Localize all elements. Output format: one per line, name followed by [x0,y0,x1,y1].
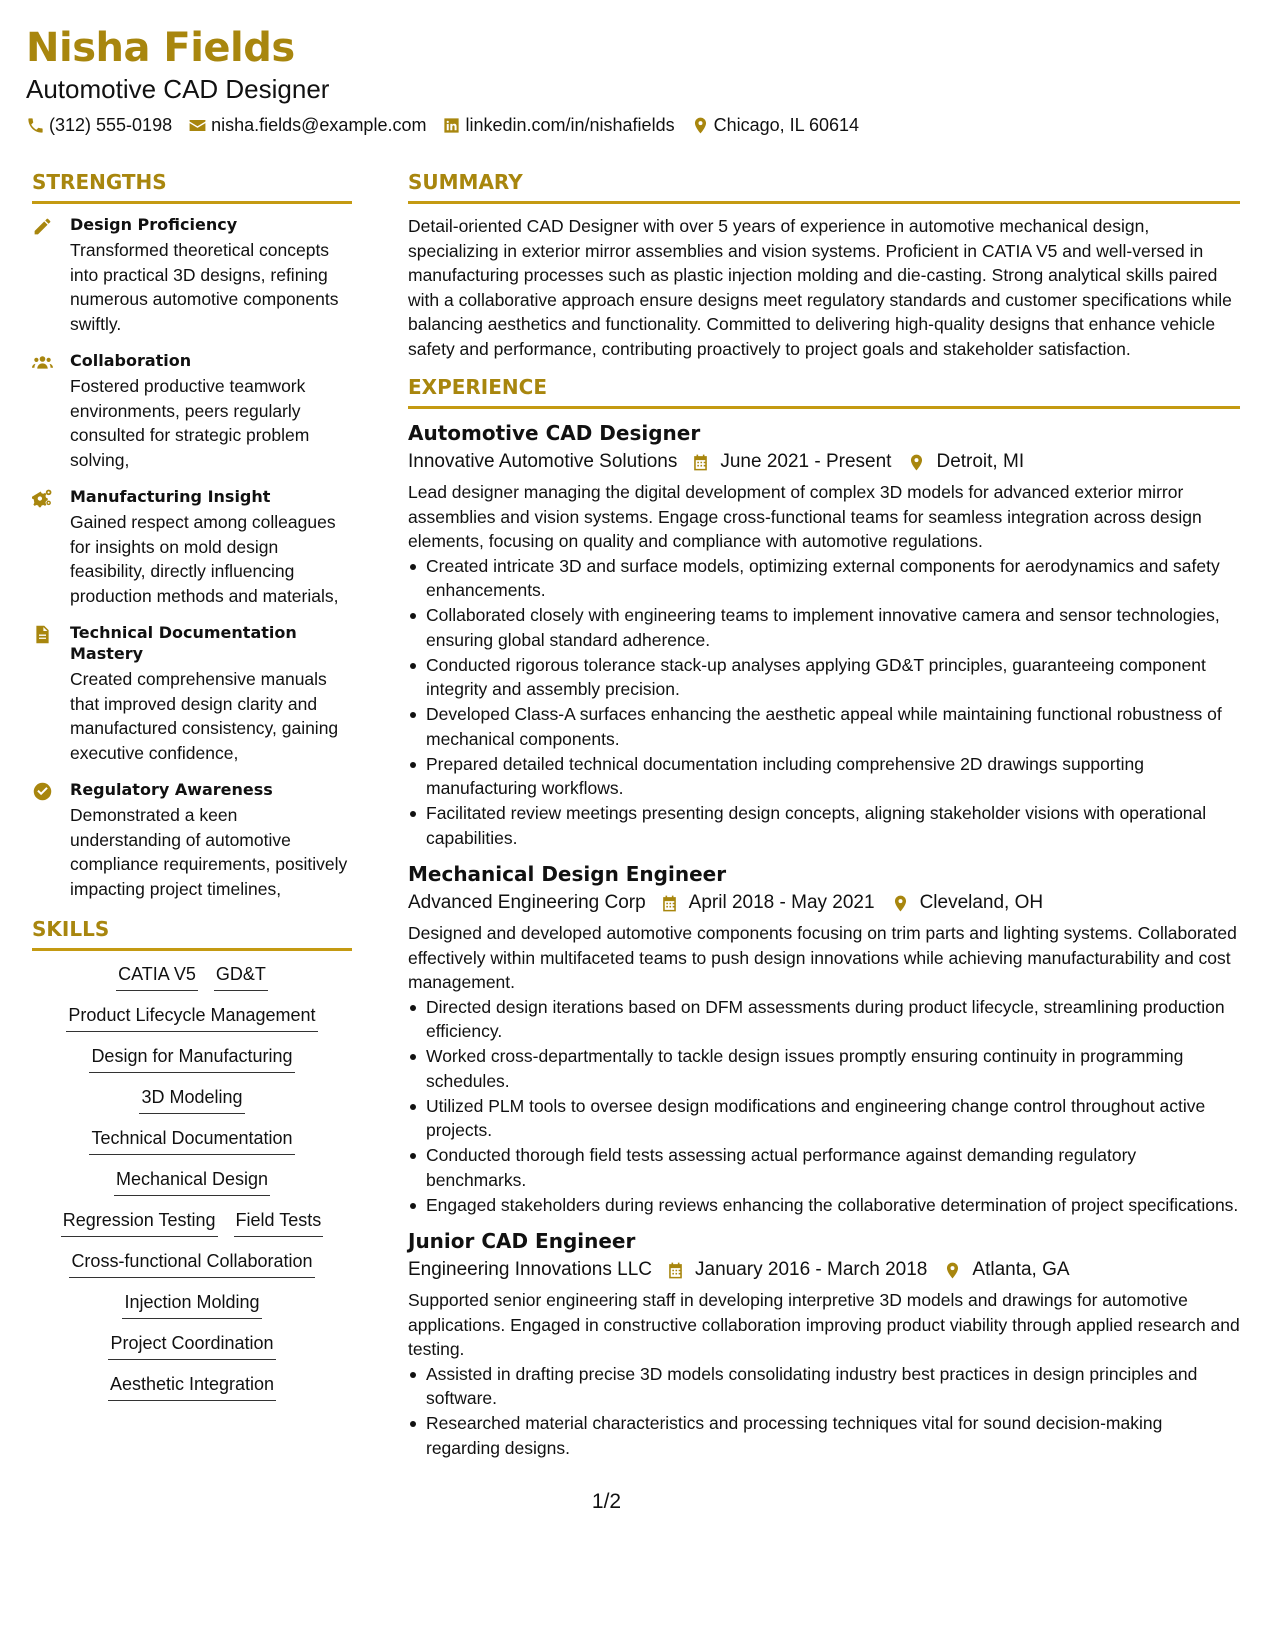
bullet-item: Facilitated review meetings presenting design concepts, aligning stakeholder visions with operational capabilities. [408,801,1240,850]
bullet-item: Utilized PLM tools to oversee design modifications and engineering change control throughout active projects. [408,1094,1240,1143]
job-bullets [408,995,1240,1218]
skill-tag: Design for Manufacturing [89,1043,294,1073]
strength-desc: Fostered productive teamwork environments, peers regularly consulted for strategic problem solving, [70,376,310,470]
skill-tag: Regression Testing [61,1207,218,1237]
strength-title: Regulatory Awareness [70,780,273,799]
contact-email[interactable] [188,115,426,136]
pencil-icon [32,216,53,237]
summary-heading: SUMMARY [408,168,1240,204]
bullet-item: Researched material characteristics and processing techniques vital for sound decision-making regarding designs. [408,1411,1240,1460]
bullet-item: Created intricate 3D and surface models, optimizing external components for aerodynamics and safety enhancements. [408,554,1240,603]
job-meta [408,1255,1240,1285]
job-company: Innovative Automotive Solutions [408,451,678,472]
strengths-heading: STRENGTHS [32,168,352,204]
map-pin-icon [943,1261,962,1280]
skill-tag: Mechanical Design [114,1166,270,1196]
resume-header [26,22,1246,138]
job-entry [408,1227,1240,1460]
job-bullets [408,554,1240,851]
contact-location [691,115,859,136]
calendar-icon [666,1261,685,1280]
strength-item [32,622,352,765]
skill-tag: Project Coordination [108,1330,275,1360]
bullet-item: Engaged stakeholders during reviews enhancing the collaborative determination of project specifications. [408,1193,1240,1218]
experience-heading: EXPERIENCE [408,373,1240,409]
check-circle-icon [32,781,53,802]
bullet-item: Developed Class-A surfaces enhancing the aesthetic appeal while maintaining functional robustness of mechanical components. [408,702,1240,751]
strength-desc: Demonstrated a keen understanding of automotive compliance requirements, positively impacting project timelines, [70,805,348,899]
job-location: Atlanta, GA [972,1259,1070,1280]
job-description: Designed and developed automotive components focusing on trim parts and lighting systems. Collaborated effectively within multifaceted teams to push design innovations while achieving manufacturability and cost management. [408,923,1237,992]
bullet-item: Worked cross-departmentally to tackle design issues promptly ensuring continuity in programming schedules. [408,1044,1240,1093]
strength-desc: Transformed theoretical concepts into practical 3D designs, refining numerous automotive components swiftly. [70,240,339,334]
strength-title: Manufacturing Insight [70,487,271,506]
skills-heading: SKILLS [32,915,352,951]
contact-linkedin[interactable] [442,115,674,136]
bullet-item: Conducted thorough field tests assessing actual performance against demanding regulatory benchmarks. [408,1143,1240,1192]
email-text[interactable]: nisha.fields@example.com [211,114,427,135]
skill-tag: CATIA V5 [116,961,198,991]
job-dates: January 2016 - March 2018 [695,1259,928,1280]
calendar-icon [691,453,710,472]
job-location: Detroit, MI [936,451,1025,472]
strength-title: Technical Documentation Mastery [70,623,297,663]
skill-tag: Cross-functional Collaboration [69,1248,314,1278]
gears-icon [32,488,53,509]
strength-title: Collaboration [70,351,192,370]
skill-tag: GD&T [214,961,268,991]
map-pin-icon [891,894,910,913]
skill-tag: 3D Modeling [139,1084,244,1114]
job-dates: April 2018 - May 2021 [688,892,875,913]
candidate-name: Nisha Fields [26,25,295,71]
strength-item [32,350,352,472]
skill-tag: Injection Molding [122,1289,261,1319]
job-dates: June 2021 - Present [720,451,892,472]
job-location: Cleveland, OH [919,892,1044,913]
strength-title: Design Proficiency [70,215,238,234]
right-column [408,168,1240,1470]
skills-list [32,961,352,1412]
job-company: Engineering Innovations LLC [408,1259,653,1280]
contact-bar [26,112,1246,138]
linkedin-icon [442,116,461,135]
phone-icon [26,116,45,135]
strength-desc: Gained respect among colleagues for insights on mold design feasibility, directly influencing production methods and materials, [70,512,339,606]
bullet-item: Collaborated closely with engineering teams to implement innovative camera and sensor technologies, ensuring global standard adherence. [408,603,1240,652]
job-bullets [408,1362,1240,1461]
contact-phone [26,115,172,136]
skill-tag: Aesthetic Integration [108,1371,276,1401]
job-entry [408,860,1240,1217]
job-description: Lead designer managing the digital development of complex 3D models for advanced exterior mirror assemblies and vision systems. Engage cross-functional teams for seamless integration across design elements, focusing on quality and compliance with automotive regulations. [408,482,1202,551]
map-pin-icon [691,116,710,135]
envelope-icon [188,116,207,135]
skill-tag: Product Lifecycle Management [66,1002,317,1032]
phone-text: (312) 555-0198 [49,114,173,135]
calendar-icon [660,894,679,913]
job-title: Automotive CAD Designer [408,421,701,445]
bullet-item: Assisted in drafting precise 3D models consolidating industry best practices in design principles and software. [408,1362,1240,1411]
skill-tag: Technical Documentation [89,1125,294,1155]
summary-text: Detail-oriented CAD Designer with over 5 years of experience in automotive mechanical design, specializing in exterior mirror assemblies and vision systems. Proficient in CATIA V5 and well-versed in manufacturing processes such as plastic injection molding and die-casting. Strong analytical skills paired with a collaborative approach ensure designs meet regulatory standards and customer specifications while balancing aesthetics and functionality. Committed to delivering high-quality designs that enhance vehicle safety and performance, contributing proactively to project goals and stakeholder satisfaction. [408,216,1232,359]
strength-item [32,214,352,336]
linkedin-text[interactable]: linkedin.com/in/nishafields [465,114,675,135]
job-description: Supported senior engineering staff in developing interpretive 3D models and drawings for automotive applications. Engaged in constructive collaboration improving product viability through applied research and testing. [408,1290,1240,1359]
strength-desc: Created comprehensive manuals that improved design clarity and manufactured consistency, gaining executive confidence, [70,669,339,763]
skill-tag: Field Tests [234,1207,324,1237]
document-icon [32,624,53,645]
job-meta [408,447,1240,477]
job-title: Mechanical Design Engineer [408,862,727,886]
page-number: 1/2 [591,1490,622,1513]
job-meta [408,888,1240,918]
job-entry [408,419,1240,850]
candidate-title: Automotive CAD Designer [26,74,330,104]
left-column [32,168,352,1412]
users-icon [32,352,53,373]
bullet-item: Prepared detailed technical documentation including comprehensive 2D drawings supporting manufacturing workflows. [408,752,1240,801]
location-text: Chicago, IL 60614 [713,114,860,135]
strength-item [32,486,352,608]
job-title: Junior CAD Engineer [408,1229,636,1253]
map-pin-icon [907,453,926,472]
bullet-item: Directed design iterations based on DFM assessments during product lifecycle, streamlining production efficiency. [408,995,1240,1044]
bullet-item: Conducted rigorous tolerance stack-up analyses applying GD&T principles, guaranteeing component integrity and assembly precision. [408,653,1240,702]
job-company: Advanced Engineering Corp [408,892,646,913]
strength-item [32,779,352,901]
